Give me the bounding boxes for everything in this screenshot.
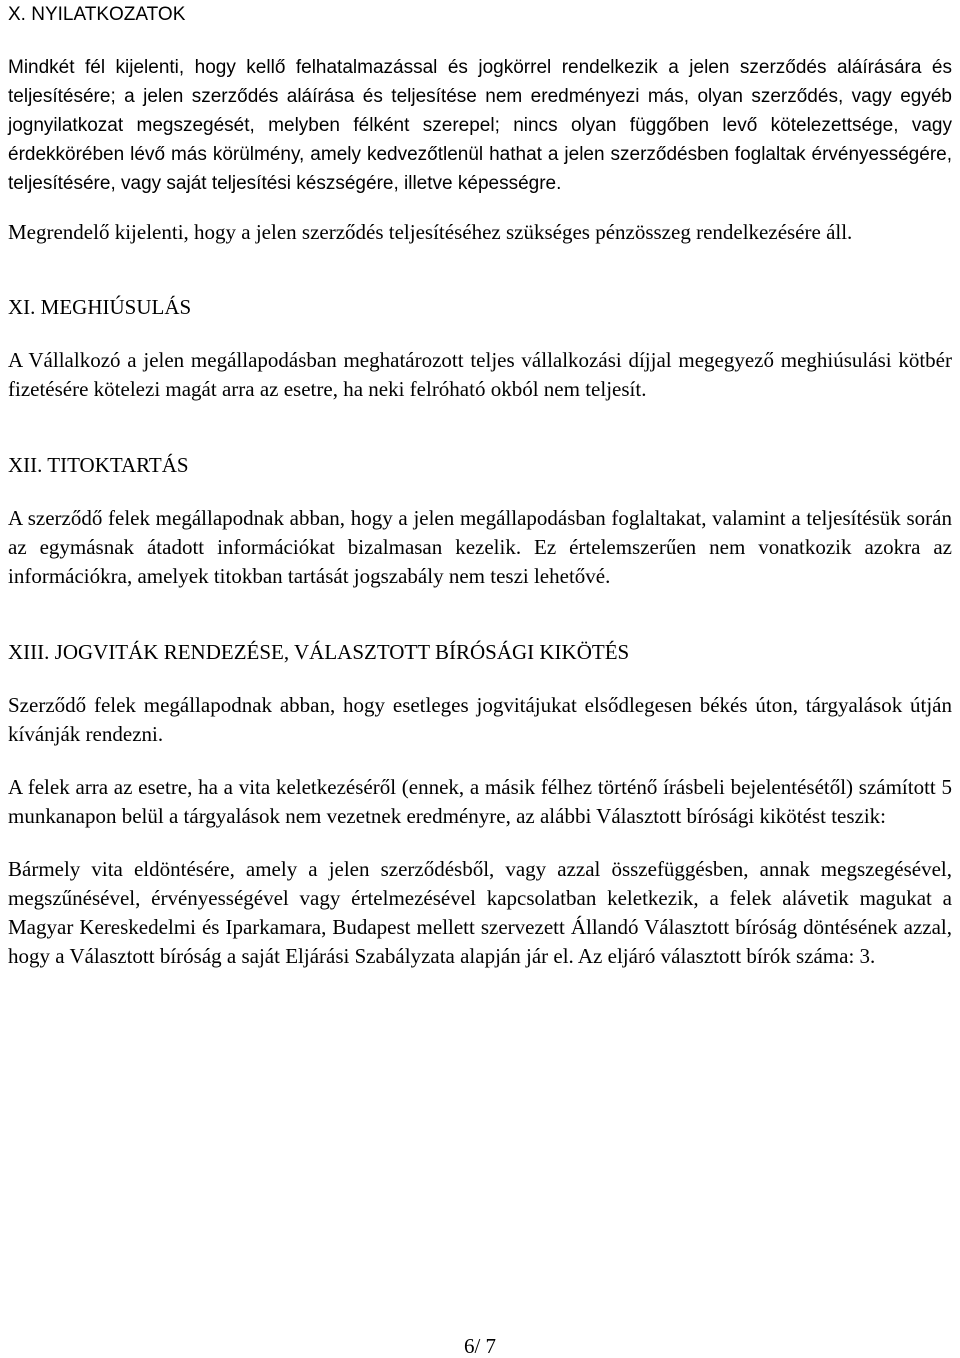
paragraph-jogvitak-1: Szerződő felek megállapodnak abban, hogy esetleges jogvitájukat elsődlegesen békés úton, tárgyalások útján kívánják rendezni. xyxy=(8,693,952,746)
page-number: 6/ 7 xyxy=(463,1334,497,1358)
paragraph-jogvitak-3: Bármely vita eldöntésére, amely a jelen szerződésből, vagy azzal összefüggésben, annak megszegésével, megszűnésével, érvényességével vagy értelmezésével kapcsolatban keletkezik, a felek alávetik magukat a Magyar Kereskedelmi és Iparkamara, Budapest mellett szervezett Állandó Választott bíróság döntésének azzal, hogy a Választott bíróság a saját Eljárási Szabályzata alapján jár el. Az eljáró választott bírók száma: 3. xyxy=(8,857,952,968)
section-heading-meghiusulas: XI. MEGHIÚSULÁS xyxy=(8,295,192,319)
section-heading-nyilatkozatok: X. NYILATKOZATOK xyxy=(8,4,186,25)
paragraph-titoktartas-1: A szerződő felek megállapodnak abban, hogy a jelen megállapodásban foglaltakat, valamint a teljesítésük során az egymásnak átadott információkat bizalmasan kezelik. Ez értelemszerűen nem vonatkozik azokra az információkra, amelyek titokban tartását jogszabály nem teszi lehetővé. xyxy=(8,506,952,588)
section-heading-jogvitak: XIII. JOGVITÁK RENDEZÉSE, VÁLASZTOTT BÍRÓSÁGI KIKÖTÉS xyxy=(8,640,630,664)
paragraph-meghiusulas-1: A Vállalkozó a jelen megállapodásban meghatározott teljes vállalkozási díjjal megegyező meghiúsulási kötbér fizetésére kötelezi magát arra az esetre, ha neki felróható okból nem teljesít. xyxy=(8,348,952,401)
document-page xyxy=(8,0,952,971)
section-heading-titoktartas: XII. TITOKTARTÁS xyxy=(8,453,189,477)
paragraph-jogvitak-2: A felek arra az esetre, ha a vita keletkezéséről (ennek, a másik félhez történő írásbeli bejelentésétől) számított 5 munkanapon belül a tárgyalások nem vezetnek eredményre, az alábbi Választott bírósági kikötést teszik: xyxy=(8,775,952,828)
paragraph-nyilatkozatok-1: Mindkét fél kijelenti, hogy kellő felhatalmazással és jogkörrel rendelkezik a jelen szerződés aláírására és teljesítésére; a jelen szerződés aláírása és teljesítése nem eredményezi más, olyan szerződés, vagy egyéb jognyilatkozat megszegését, melyben félként szerepel; nincs olyan függőben levő kötelezettsége, vagy érdekkörében lévő más körülmény, amely kedvezőtlenül hathat a jelen szerződésben foglaltak érvényességére, teljesítésére, vagy saját teljesítési készségére, illetve képességre. xyxy=(8,57,952,194)
paragraph-nyilatkozatok-2: Megrendelő kijelenti, hogy a jelen szerződés teljesítéséhez szükséges pénzösszeg rendelkezésére áll. xyxy=(8,220,853,244)
